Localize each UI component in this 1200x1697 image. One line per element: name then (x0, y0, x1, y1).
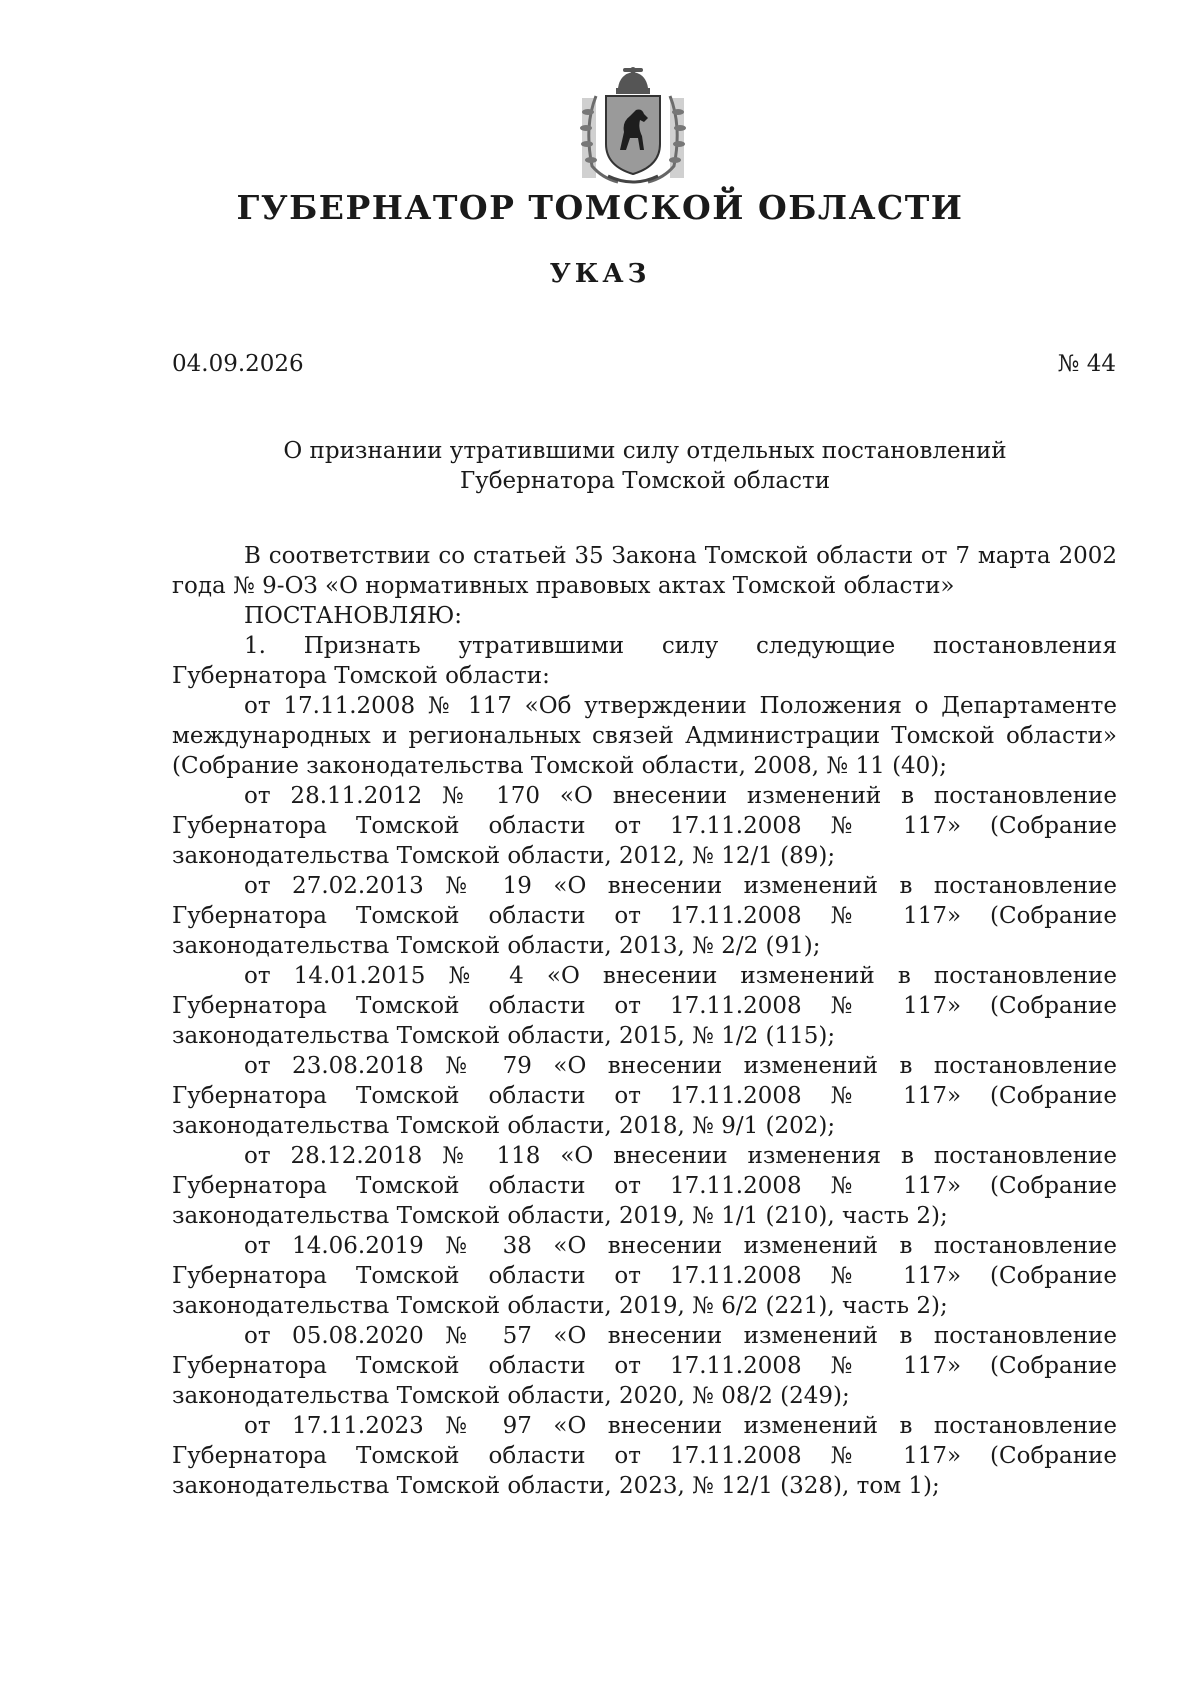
subject-line-2: Губернатора Томской области (459, 468, 831, 494)
repealed-act-item: от 28.11.2012 № 170 «О внесении изменений в постановление Губернатора Томской области от 17.11.2008 № 117» (Собрание законодательства Томской области, 2012, № 12/1 (89); (172, 783, 1117, 869)
document-date: 04.09.2026 (172, 351, 304, 377)
coat-of-arms-icon (578, 66, 688, 188)
document-type: УКАЗ (549, 259, 651, 289)
repealed-act-item: от 14.06.2019 № 38 «О внесении изменений в постановление Губернатора Томской области от 17.11.2008 № 117» (Собрание законодательства Томской области, 2019, № 6/2 (221), часть 2); (172, 1233, 1117, 1319)
subject-line-1: О признании утратившими силу отдельных постановлений (283, 438, 1007, 464)
repealed-act-item: от 05.08.2020 № 57 «О внесении изменений в постановление Губернатора Томской области от 17.11.2008 № 117» (Собрание законодательства Томской области, 2020, № 08/2 (249); (172, 1323, 1117, 1409)
repealed-act-item: от 14.01.2015 № 4 «О внесении изменений в постановление Губернатора Томской области от 17.11.2008 № 117» (Собрание законодательства Томской области, 2015, № 1/2 (115); (172, 963, 1117, 1049)
clause-1: 1. Признать утратившими силу следующие постановления Губернатора Томской области: (172, 633, 1117, 689)
repealed-act-item: от 17.11.2008 № 117 «Об утверждении Положения о Департаменте международных и региональных связей Администрации Томской области» (Собрание законодательства Томской области, 2008, № 11 (40); (172, 693, 1117, 779)
repealed-act-item: от 28.12.2018 № 118 «О внесении изменения в постановление Губернатора Томской области от 17.11.2008 № 117» (Собрание законодательства Томской области, 2019, № 1/1 (210), часть 2); (172, 1143, 1117, 1229)
repealed-act-item: от 23.08.2018 № 79 «О внесении изменений в постановление Губернатора Томской области от 17.11.2008 № 117» (Собрание законодательства Томской области, 2018, № 9/1 (202); (172, 1053, 1117, 1139)
document-subject (0, 436, 1200, 496)
document-number: № 44 (1057, 351, 1116, 377)
repealed-act-item: от 17.11.2023 № 97 «О внесении изменений в постановление Губернатора Томской области от 17.11.2008 № 117» (Собрание законодательства Томской области, 2023, № 12/1 (328), том 1); (172, 1413, 1117, 1499)
resolve-statement: ПОСТАНОВЛЯЮ: (244, 603, 463, 629)
repealed-act-item: от 27.02.2013 № 19 «О внесении изменений в постановление Губернатора Томской области от 17.11.2008 № 117» (Собрание законодательства Томской области, 2013, № 2/2 (91); (172, 873, 1117, 959)
preamble: В соответствии со статьей 35 Закона Томской области от 7 марта 2002 года № 9-ОЗ «О нормативных правовых актах Томской области» (172, 543, 1117, 599)
issuer-title: ГУБЕРНАТОР ТОМСКОЙ ОБЛАСТИ (236, 188, 964, 227)
document-body (172, 541, 1117, 1501)
